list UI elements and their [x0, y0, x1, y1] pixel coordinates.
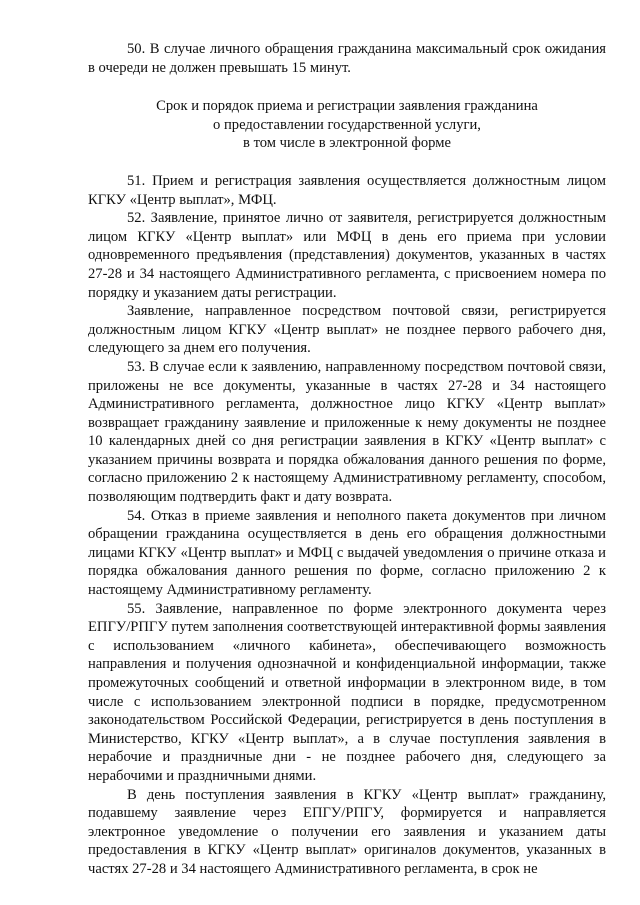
- section-heading-line-2: о предоставлении государственной услуги,: [213, 116, 481, 133]
- section-heading: [88, 97, 606, 153]
- paragraph-55-notification: В день поступления заявления в КГКУ «Центр выплат» гражданину, подавшему заявление через ЕПГУ/РПГУ, формируется и направляется электронное уведомление о получении его заявления и указанием даты предоставления в КГКУ «Центр выплат» оригиналов документов, указанных в частях 27-28 и 34 настоящего Административного регламента, в срок не: [88, 786, 606, 877]
- paragraph-53: 53. В случае если к заявлению, направленному посредством почтовой связи, приложены не все документы, указанные в частях 27-28 и 34 настоящего Административного регламента, должностное лицо КГКУ «Центр выплат» возвращает гражданину заявление и приложенные к нему документы не позднее 10 календарных дней со дня регистрации заявления в КГКУ «Центр выплат» с указанием причины возврата и порядка обжалования данного решения по форме, согласно приложению 2 к настоящему Административному регламенту, способом, позволяющим подтвердить факт и дату возврата.: [88, 358, 606, 506]
- section-heading-line-1: Срок и порядок приема и регистрации заявления гражданина: [156, 98, 538, 115]
- paragraph-52-postal: Заявление, направленное посредством почтовой связи, регистрируется должностным лицом КГКУ «Центр выплат» не позднее первого рабочего дня, следующего за днем его получения.: [88, 303, 606, 357]
- section-heading-line-3: в том числе в электронной форме: [243, 135, 451, 152]
- paragraph-54: 54. Отказ в приеме заявления и неполного пакета документов при личном обращении гражданина осуществляется в день его обращения должностными лицами КГКУ «Центр выплат» и МФЦ с выдачей уведомления о причине отказа и порядка обжалования данного решения по форме, согласно приложению 2 к настоящему Административному регламенту.: [88, 507, 606, 599]
- paragraph-50: 50. В случае личного обращения гражданина максимальный срок ожидания в очереди не должен превышать 15 минут.: [88, 41, 606, 76]
- paragraph-51: 51. Прием и регистрация заявления осуществляется должностным лицом КГКУ «Центр выплат», МФЦ.: [88, 172, 606, 208]
- document-body: [88, 40, 606, 879]
- paragraph-52: 52. Заявление, принятое лично от заявителя, регистрируется должностным лицом КГКУ «Центр выплат» или МФЦ в день его приема при условии одновременного предъявления (представления) документов, указанных в частях 27-28 и 34 настоящего Административного регламента, с присвоением номера по порядку и указанием даты регистрации.: [88, 210, 606, 301]
- paragraph-55: 55. Заявление, направленное по форме электронного документа через ЕПГУ/РПГУ путем заполнения соответствующей интерактивной формы заявления с использованием «личного кабинета», обеспечивающего возможность направления и получения однозначной и конфиденциальной информации, также промежуточных сообщений и ответной информации в электронном виде, в том числе с использованием электронной подписи в порядке, предусмотренном законодательством Российской Федерации, регистрируется в день поступления в Министерство, КГКУ «Центр выплат», а в случае поступления заявления в нерабочие и праздничные дни - не позднее рабочего дня, следующего за нерабочими и праздничными днями.: [88, 600, 606, 784]
